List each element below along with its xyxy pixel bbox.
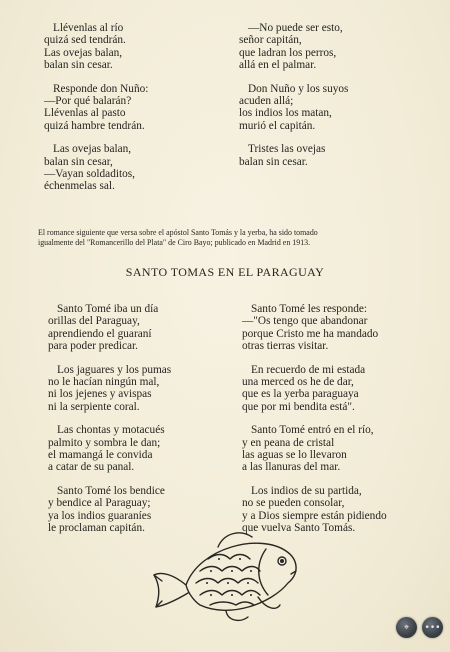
verse-line: murió el capitán.: [239, 119, 316, 132]
verse-line: ya los indios guaraníes: [48, 509, 152, 522]
verse-line: que vuelva Santo Tomás.: [242, 522, 356, 535]
verse-line: para poder predicar.: [48, 340, 139, 353]
verse-line: Llévenlas al río: [53, 22, 124, 34]
verse-line: Tristes las ovejas: [248, 143, 326, 156]
stanza: [48, 424, 171, 474]
verse-line: Santo Tomé les responde:: [251, 303, 368, 315]
zoom-button[interactable]: [396, 617, 417, 638]
verse-line: otras tierras visitar.: [242, 340, 329, 353]
verse-line: y a Dios siempre están pidiendo: [242, 509, 387, 522]
verse-line: aprendiendo el guaraní: [48, 327, 152, 340]
note-line: El romance siguiente que versa sobre el apóstol Santo Tomás y la yerba, ha sido tomado: [38, 228, 318, 237]
poem-column-top-left: [44, 22, 148, 204]
verse-line: palmito y sombra le dan;: [48, 436, 161, 449]
stanza: [242, 303, 387, 353]
verse-line: Las ovejas balan,: [44, 46, 123, 59]
verse-line: quizá sed tendrán.: [44, 34, 126, 47]
verse-line: a las llanuras del mar.: [242, 461, 341, 474]
verse-line: los indios los matan,: [239, 107, 332, 120]
verse-line: señor capitán,: [239, 34, 302, 47]
verse-line: Las ovejas balan,: [53, 143, 132, 156]
verse-line: orillas del Paraguay,: [48, 315, 140, 328]
verse-line: ni los jejenes y avispas: [48, 388, 152, 401]
poem-column-bottom-left: [48, 303, 171, 546]
verse-line: En recuerdo de mi estada: [251, 363, 366, 376]
verse-line: Los indios de su partida,: [251, 484, 362, 497]
verse-line: y en peana de cristal: [242, 436, 335, 449]
verse-line: no se pueden consolar,: [242, 497, 345, 510]
verse-line: Santo Tomé iba un día: [57, 303, 159, 315]
verse-line: balan sin cesar.: [239, 155, 308, 168]
verse-line: Las chontas y motacués: [57, 424, 165, 437]
verse-line: Responde don Nuño:: [53, 82, 149, 95]
verse-line: —No puede ser esto,: [248, 22, 343, 34]
more-icon: •••: [424, 622, 441, 633]
verse-line: échenmelas sal.: [44, 180, 115, 193]
stanza: [242, 364, 387, 414]
verse-line: que ladran los perros,: [239, 46, 337, 59]
verse-line: le proclaman capitán.: [48, 522, 145, 535]
stanza: [44, 83, 148, 133]
zoom-icon: ⌖: [403, 622, 410, 633]
verse-line: Don Nuño y los suyos: [248, 82, 349, 95]
verse-line: —Por qué balarán?: [44, 95, 132, 108]
verse-line: balan sin cesar.: [44, 59, 113, 72]
verse-line: Santo Tomé entró en el río,: [251, 424, 374, 437]
stanza: [239, 143, 348, 168]
stanza: [44, 22, 148, 72]
poem-column-bottom-right: [242, 303, 387, 546]
more-button[interactable]: [422, 617, 443, 638]
verse-line: Santo Tomé los bendice: [57, 484, 165, 497]
editorial-note: [38, 228, 436, 248]
verse-line: —"Os tengo que abandonar: [242, 315, 368, 328]
stanza: [48, 364, 171, 414]
verse-line: Los jaguares y los pumas: [57, 363, 172, 376]
verse-line: a catar de su panal.: [48, 461, 135, 474]
verse-line: las aguas se lo llevaron: [242, 449, 347, 462]
stanza: [242, 424, 387, 474]
verse-line: que por mi bendita está".: [242, 400, 355, 413]
fish-illustration-icon: [148, 525, 308, 625]
verse-line: y bendice al Paraguay;: [48, 497, 151, 510]
poem-title: SANTO TOMAS EN EL PARAGUAY: [125, 265, 325, 279]
verse-line: el mamangá le convida: [48, 449, 153, 462]
stanza: [239, 22, 348, 72]
verse-line: porque Cristo me ha mandado: [242, 327, 379, 340]
stanza: [239, 83, 348, 133]
stanza: [44, 143, 148, 193]
verse-line: allá en el palmar.: [239, 59, 317, 72]
note-line: igualmente del "Romancerillo del Plata" de Ciro Bayo; publicado en Madrid en 1913.: [38, 238, 311, 247]
verse-line: no le hacían ningún mal,: [48, 376, 160, 389]
verse-line: una merced os he de dar,: [242, 376, 354, 389]
verse-line: quizá hambre tendrán.: [44, 119, 145, 132]
verse-line: Llévenlas al pasto: [44, 107, 126, 120]
verse-line: acuden allá;: [239, 95, 294, 108]
verse-line: ni la serpiente coral.: [48, 400, 140, 413]
poem-column-top-right: [239, 22, 348, 179]
verse-line: que es la yerba paraguaya: [242, 388, 359, 401]
stanza: [48, 303, 171, 353]
verse-line: —Vayan soldaditos,: [44, 168, 135, 181]
verse-line: balan sin cesar,: [44, 155, 113, 168]
